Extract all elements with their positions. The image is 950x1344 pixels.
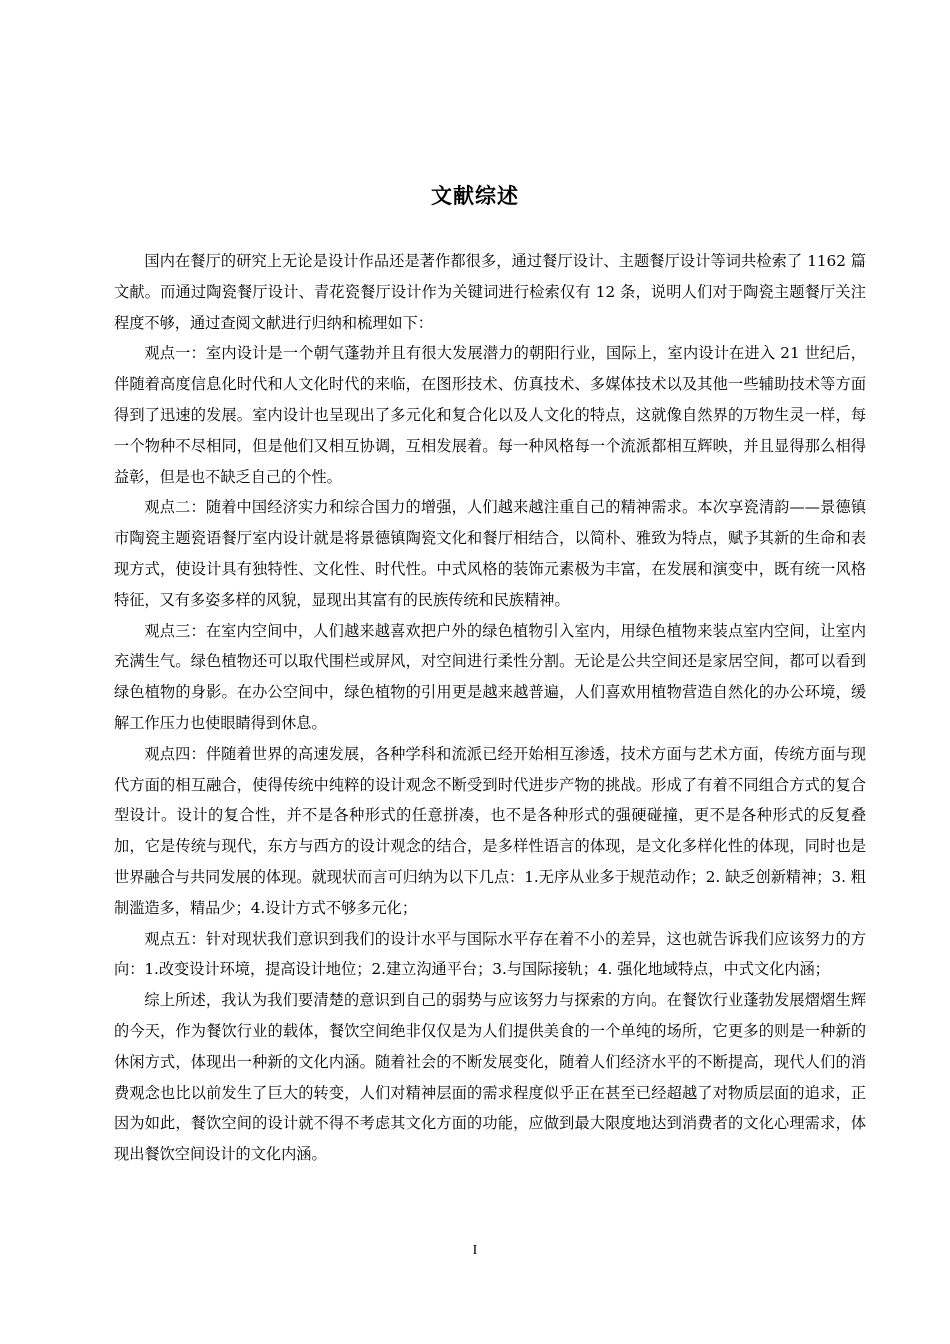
page-number: I — [472, 1243, 478, 1258]
paragraph-viewpoint-4: 观点四：伴随着世界的高速发展，各种学科和流派已经开始相互渗透，技术方面与艺术方面，传统方面与现代方面的相互融合，使得传统中纯粹的设计观念不断受到时代进步产物的挑战。形成了有着不同组合方式的复合型设计。设计的复合性，并不是各种形式的任意拼凑，也不是各种形式的强硬碰撞，更不是各种形式的反复叠加，它是传统与现代，东方与西方的设计观念的结合，是多样性语言的体现，是文化多样化性的体现，同时也是世界融合与共同发展的体现。就现状而言可归纳为以下几点：1.无序从业多于规范动作；2. 缺乏创新精神；3. 粗制滥造多，精品少；4.设计方式不够多元化； — [114, 744, 866, 917]
paragraph-summary: 综上所述，我认为我们要清楚的意识到自己的弱势与应该努力与探索的方向。在餐饮行业蓬勃发展熠熠生辉的今天，作为餐饮行业的载体，餐饮空间绝非仅仅是为人们提供美食的一个单纯的场所，它更多的则是一种新的休闲方式，体现出一种新的文化内涵。随着社会的不断发展变化，随着人们经济水平的不断提高，现代人们的消费观念也比以前发生了巨大的转变，人们对精神层面的需求程度似乎正在甚至已经超越了对物质层面的追求，正因为如此，餐饮空间的设计就不得不考虑其文化方面的功能，应做到最大限度地达到消费者的文化心理需求，体现出餐饮空间设计的文化内涵。 — [114, 991, 866, 1164]
paragraph-viewpoint-1: 观点一：室内设计是一个朝气蓬勃并且有很大发展潜力的朝阳行业，国际上，室内设计在进入 21 世纪后，伴随着高度信息化时代和人文化时代的来临，在图形技术、仿真技术、多媒体技术以及其他一些辅助技术等方面得到了迅速的发展。室内设计也呈现出了多元化和复合化以及人文化的特点，这就像自然界的万物生灵一样，每一个物种不尽相同，但是他们又相互协调，互相发展着。每一种风格每一个流派都相互辉映，并且显得那么相得益彰，但是也不缺乏自己的个性。 — [114, 344, 866, 486]
paragraph-viewpoint-5: 观点五：针对现状我们意识到我们的设计水平与国际水平存在着不小的差异，这也就告诉我们应该努力的方向：1.改变设计环境，提高设计地位；2.建立沟通平台；3.与国际接轨；4. 强化地域特点，中式文化内涵； — [114, 929, 866, 979]
body-text — [114, 246, 866, 1170]
paragraph-viewpoint-2: 观点二：随着中国经济实力和综合国力的增强，人们越来越注重自己的精神需求。本次享瓷清韵——景德镇市陶瓷主题瓷语餐厅室内设计就是将景德镇陶瓷文化和餐厅相结合，以简朴、雅致为特点，赋予其新的生命和表现方式，使设计具有独特性、文化性、时代性。中式风格的装饰元素极为丰富，在发展和演变中，既有统一风格特征，又有多姿多样的风貌，显现出其富有的民族传统和民族精神。 — [114, 498, 866, 609]
paragraph-intro: 国内在餐厅的研究上无论是设计作品还是著作都很多，通过餐厅设计、主题餐厅设计等词共检索了 1162 篇文献。而通过陶瓷餐厅设计、青花瓷餐厅设计作为关键词进行检索仅有 12 条，说明人们对于陶瓷主题餐厅关注程度不够，通过查阅文献进行归纳和梳理如下： — [114, 252, 866, 332]
page-title: 文献综述 — [431, 184, 519, 208]
paragraph-viewpoint-3: 观点三：在室内空间中，人们越来越喜欢把户外的绿色植物引入室内，用绿色植物来装点室内空间，让室内充满生气。绿色植物还可以取代围栏或屏风，对空间进行柔性分割。无论是公共空间还是家居空间，都可以看到绿色植物的身影。在办公空间中，绿色植物的引用更是越来越普遍，人们喜欢用植物营造自然化的办公环境，缓解工作压力也使眼睛得到休息。 — [114, 621, 866, 732]
